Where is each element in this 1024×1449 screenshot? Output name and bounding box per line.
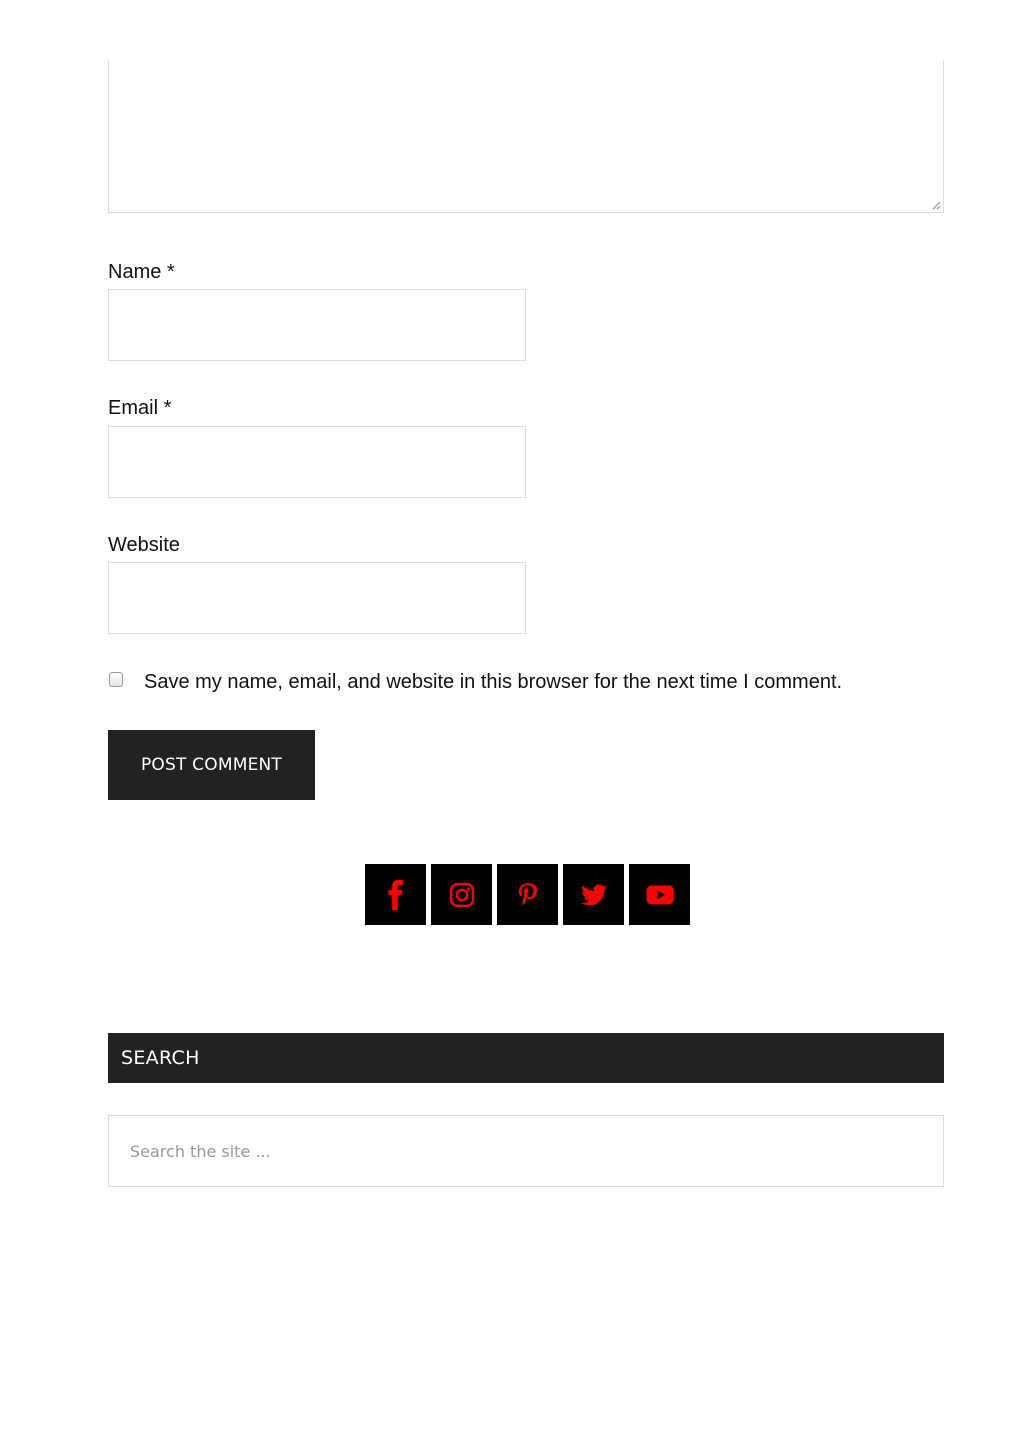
resize-handle-icon[interactable]: [931, 200, 941, 210]
facebook-icon: [381, 880, 411, 910]
youtube-link[interactable]: [629, 864, 690, 925]
search-input[interactable]: [108, 1115, 944, 1187]
search-widget-title: SEARCH: [121, 1047, 200, 1069]
twitter-link[interactable]: [563, 864, 624, 925]
post-comment-button[interactable]: POST COMMENT: [108, 730, 315, 800]
facebook-link[interactable]: [365, 864, 426, 925]
name-label: Name *: [108, 261, 175, 283]
email-field[interactable]: [108, 426, 526, 498]
name-field[interactable]: [108, 289, 526, 361]
email-label: Email *: [108, 397, 172, 419]
comment-textarea[interactable]: [108, 60, 944, 213]
instagram-link[interactable]: [431, 864, 492, 925]
pinterest-icon: [515, 881, 541, 909]
social-icons-row: [365, 864, 690, 925]
website-field[interactable]: [108, 562, 526, 634]
pinterest-link[interactable]: [497, 864, 558, 925]
twitter-icon: [580, 881, 608, 909]
save-info-label: Save my name, email, and website in this browser for the next time I comment.: [144, 671, 843, 693]
youtube-icon: [646, 885, 674, 905]
instagram-icon: [449, 882, 475, 908]
save-info-checkbox[interactable]: [109, 672, 123, 687]
search-widget-header: [108, 1033, 944, 1083]
website-label: Website: [108, 534, 180, 556]
